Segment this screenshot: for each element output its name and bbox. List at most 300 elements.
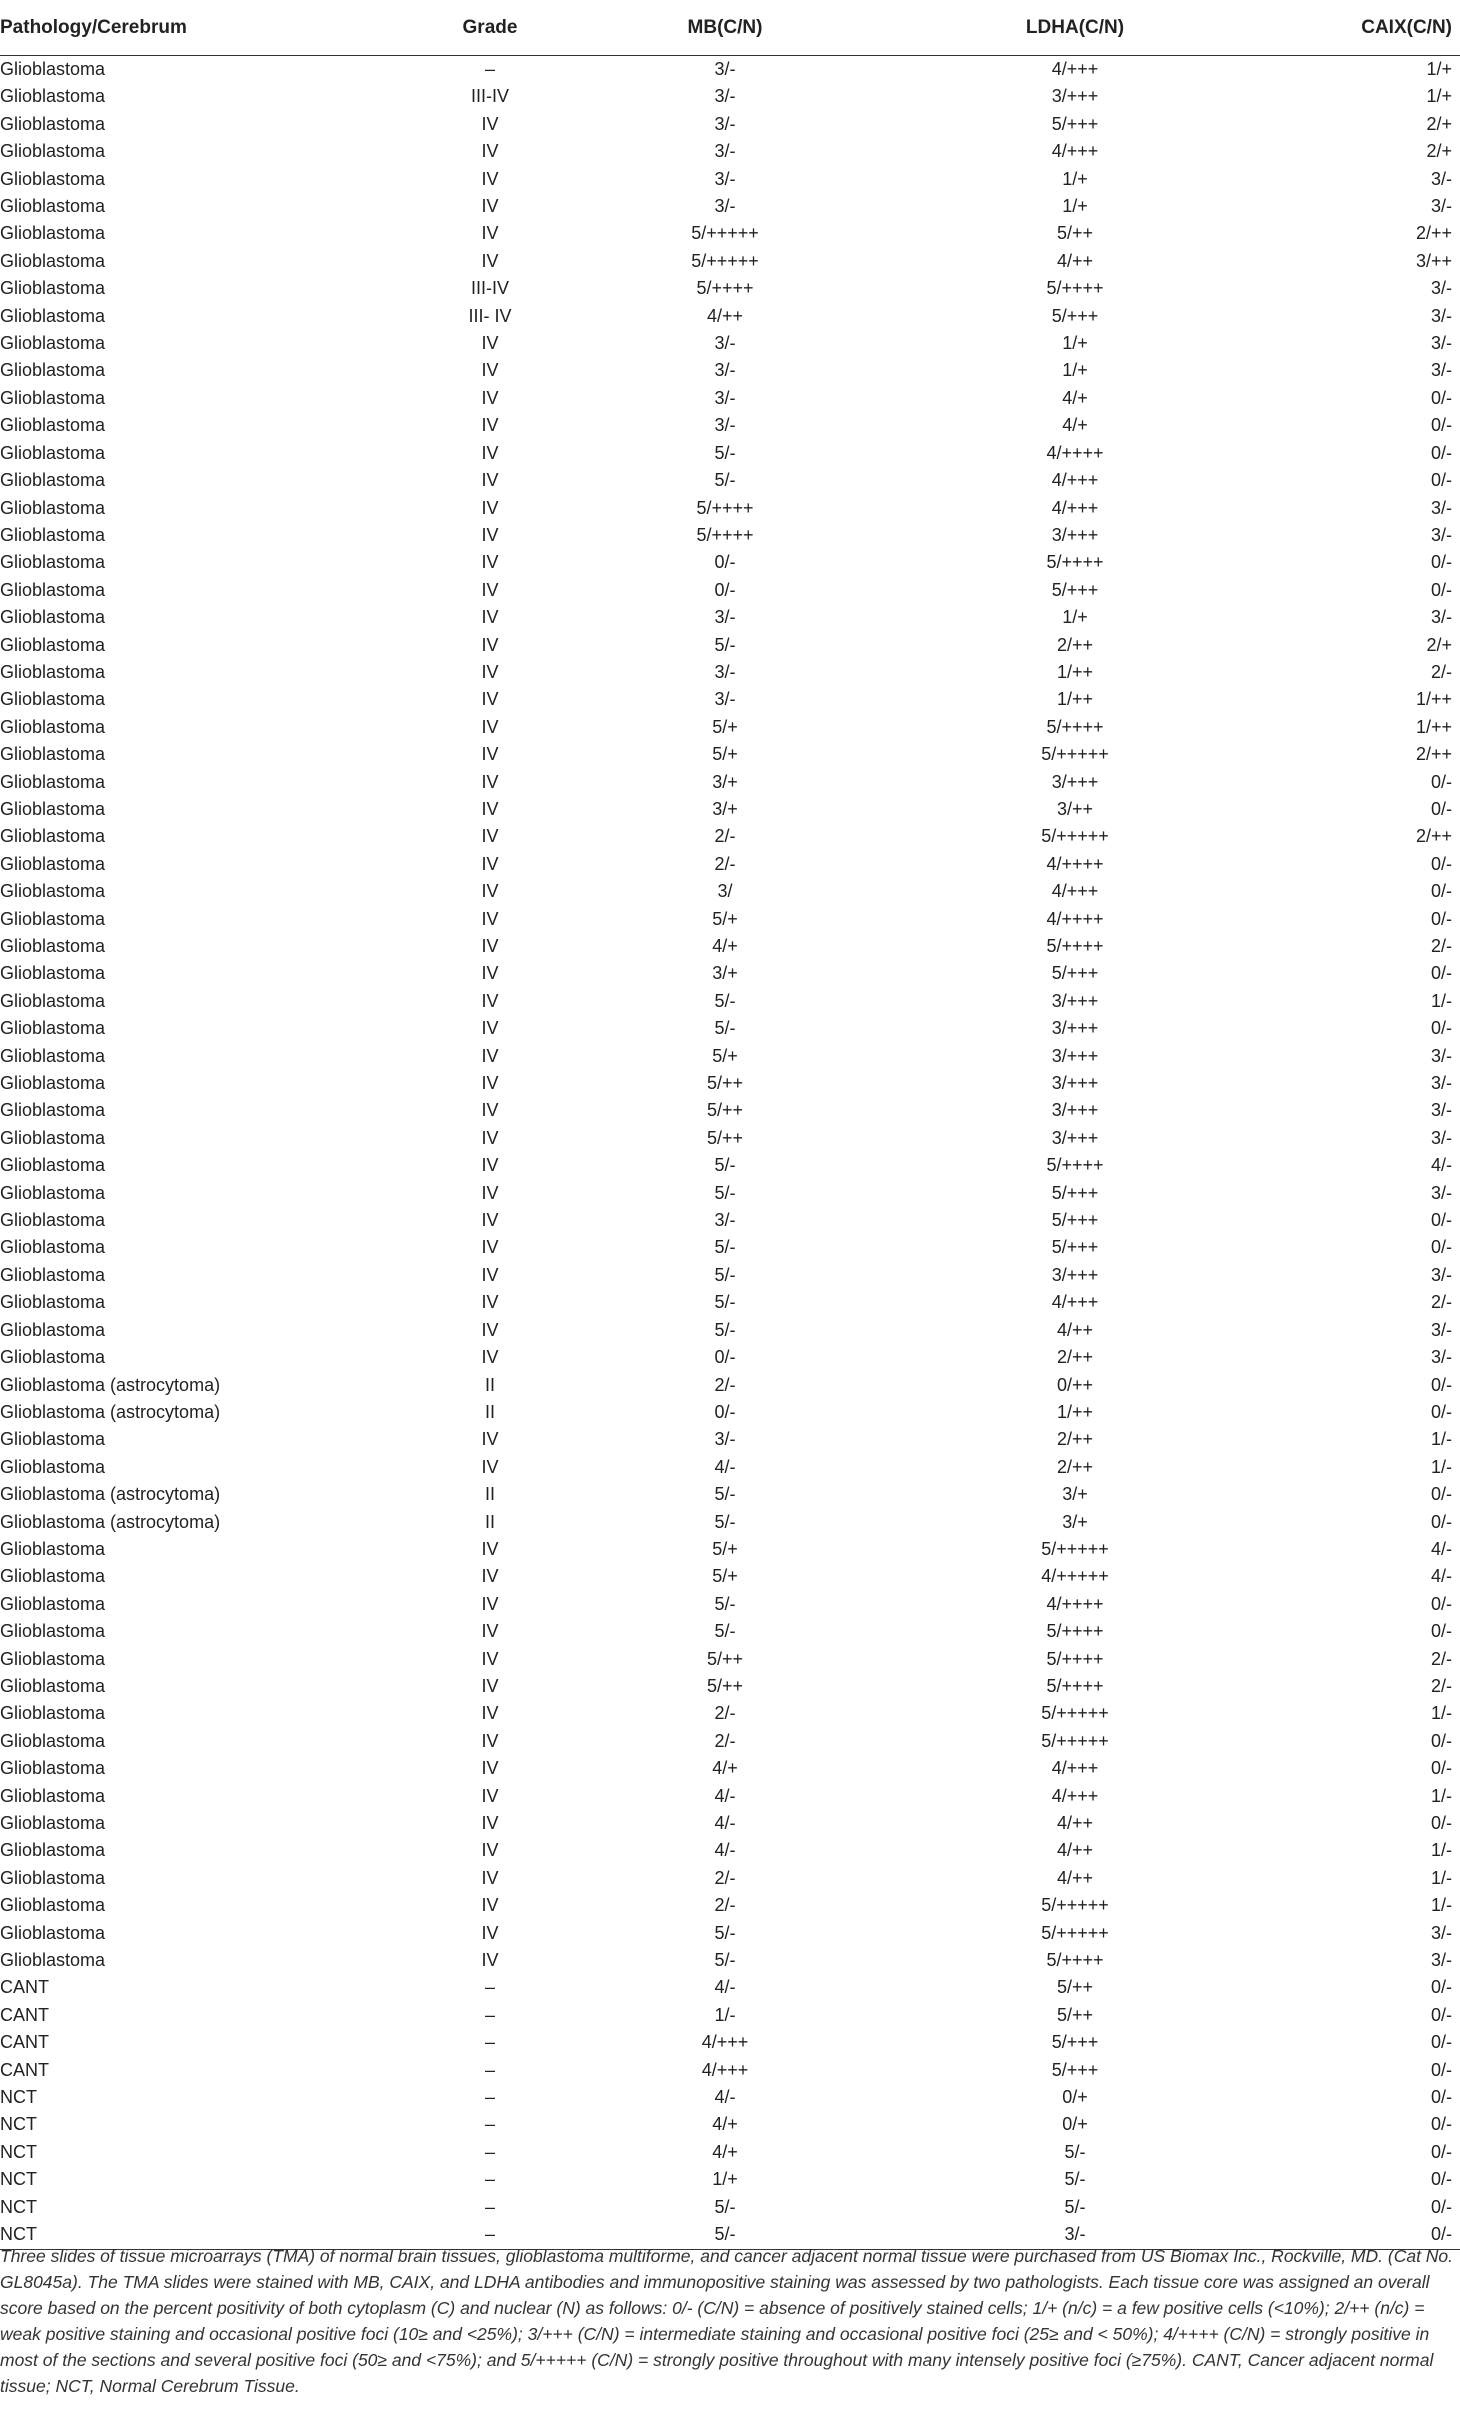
cell-ldha: 4/+++: [1051, 497, 1099, 518]
cell-mb: 3/+: [712, 771, 738, 792]
cell-caix: 1/-: [1430, 1840, 1452, 1861]
table-row: [0, 193, 1460, 220]
cell-grade: –: [484, 2141, 495, 2162]
cell-ldha: 5/++: [1056, 1977, 1094, 1998]
cell-pathology: Glioblastoma: [0, 1292, 106, 1313]
cell-ldha: 5/+++: [1051, 305, 1099, 326]
cell-mb: 4/+: [712, 2114, 738, 2135]
cell-pathology: Glioblastoma: [0, 250, 106, 271]
cell-ldha: 1/+: [1062, 607, 1088, 628]
cell-ldha: 2/++: [1056, 1456, 1094, 1477]
cell-caix: 2/++: [1415, 223, 1452, 244]
cell-pathology: Glioblastoma: [0, 1127, 106, 1148]
header-mb: MB(C/N): [550, 0, 900, 56]
cell-grade: IV: [481, 1675, 499, 1696]
cell-grade: IV: [481, 1566, 499, 1587]
table-footnote: Three slides of tissue microarrays (TMA) of normal brain tissues, glioblastoma multiforme, and cancer adjacent normal tissue were purchased from US Biomax Inc., Rockville, MD. (Cat No. GL8045a). The TMA slides were stained with MB, CAIX, and LDHA antibodies and immunopositive staining was assessed by two pathologists. Each tissue core was assigned an overall score based on the percent positivity of both cytoplasm (C) and nuclear (N) as follows: 0/- (C/N) = absence of positively stained cells; 1/+ (n/c) = a few positive cells (<10%); 2/++ (n/c) = weak positive staining and occasional positive foci (10≥ and <25%); 3/+++ (C/N) = intermediate staining and occasional positive foci (25≥ and < 50%); 4/++++ (C/N) = strongly positive in most of the sections and several positive foci (50≥ and <75%); and 5/+++++ (C/N) = strongly positive throughout with many intensely positive foci (≥75%). CANT, Cancer adjacent normal tissue; NCT, Normal Cerebrum Tissue.: [0, 2246, 1454, 2396]
cell-pathology: Glioblastoma: [0, 1675, 106, 1696]
table-row: [0, 1673, 1460, 1700]
cell-pathology: Glioblastoma: [0, 1264, 106, 1285]
cell-caix: 3/-: [1430, 1347, 1452, 1368]
cell-pathology: Glioblastoma: [0, 579, 106, 600]
cell-pathology: Glioblastoma: [0, 881, 106, 902]
cell-mb: 3/-: [714, 141, 736, 162]
table-row: [0, 1591, 1460, 1618]
cell-mb: 3/-: [714, 59, 736, 79]
cell-mb: 5/-: [714, 1155, 736, 1176]
cell-pathology: Glioblastoma: [0, 1155, 106, 1176]
table-row: [0, 1618, 1460, 1645]
cell-mb: 3/-: [714, 86, 736, 107]
cell-ldha: 3/+++: [1051, 1073, 1099, 1094]
table-row: [0, 1974, 1460, 2001]
cell-ldha: 1/+: [1062, 333, 1088, 354]
cell-pathology: Glioblastoma: [0, 1073, 106, 1094]
cell-ldha: 4/++++: [1046, 1593, 1104, 1614]
cell-mb: 3/-: [714, 1429, 736, 1450]
cell-pathology: Glioblastoma: [0, 1018, 106, 1039]
cell-ldha: 3/+++: [1051, 1100, 1099, 1121]
cell-pathology: Glioblastoma: [0, 1813, 106, 1833]
cell-grade: IV: [481, 1127, 499, 1148]
cell-caix: 2/-: [1430, 1292, 1452, 1313]
cell-pathology: Glioblastoma: [0, 634, 106, 655]
header-ldha: LDHA(C/N): [900, 0, 1250, 56]
cell-pathology: Glioblastoma: [0, 1950, 106, 1971]
cell-grade: III-IV: [470, 86, 509, 107]
table-row: [0, 851, 1460, 878]
cell-grade: IV: [481, 1018, 499, 1039]
cell-caix: 0/-: [1430, 470, 1452, 491]
cell-pathology: Glioblastoma: [0, 168, 106, 189]
table-row: [0, 659, 1460, 686]
table-row: [0, 2194, 1460, 2221]
cell-ldha: 5/++++: [1046, 936, 1104, 956]
table-row: [0, 138, 1460, 165]
cell-mb: 5/-: [714, 1922, 736, 1943]
cell-pathology: Glioblastoma (astrocytoma): [0, 1511, 221, 1532]
cell-ldha: 5/+++++: [1041, 826, 1109, 847]
table-row: [0, 83, 1460, 110]
cell-ldha: 4/+++: [1051, 881, 1099, 902]
cell-pathology: Glioblastoma: [0, 470, 106, 491]
cell-mb: 3/-: [714, 360, 736, 381]
cell-grade: IV: [481, 250, 499, 271]
cell-mb: 3/-: [714, 113, 736, 134]
cell-caix: 3/-: [1430, 607, 1452, 628]
cell-ldha: 3/+: [1062, 1484, 1088, 1505]
cell-grade: IV: [481, 141, 499, 162]
cell-ldha: 2/++: [1056, 1429, 1094, 1450]
cell-pathology: CANT: [0, 2059, 49, 2080]
cell-ldha: 3/+++: [1051, 1127, 1099, 1148]
table-body: [0, 56, 1460, 2250]
cell-ldha: 3/+++: [1051, 1018, 1099, 1039]
cell-ldha: 3/+++: [1051, 86, 1099, 107]
cell-mb: 5/++: [706, 1127, 744, 1148]
cell-mb: 3/-: [714, 689, 736, 710]
table-row: [0, 988, 1460, 1015]
cell-mb: 5/+++++: [691, 250, 759, 271]
cell-pathology: Glioblastoma: [0, 552, 106, 573]
cell-mb: 5/-: [714, 470, 736, 491]
cell-mb: 4/-: [714, 1813, 736, 1833]
cell-ldha: 5/-: [1064, 2196, 1086, 2217]
cell-caix: 0/-: [1430, 908, 1452, 929]
cell-grade: –: [484, 2169, 495, 2190]
cell-caix: 1/-: [1430, 1703, 1452, 1724]
cell-grade: III-IV: [470, 278, 509, 299]
cell-caix: 1/-: [1430, 1895, 1452, 1916]
cell-mb: 2/-: [714, 1867, 736, 1888]
cell-caix: 1/+: [1426, 59, 1452, 79]
cell-pathology: Glioblastoma: [0, 963, 106, 984]
cell-pathology: Glioblastoma: [0, 360, 106, 381]
cell-mb: 4/-: [714, 1977, 736, 1998]
cell-caix: 0/-: [1430, 2059, 1452, 2080]
table-row: [0, 357, 1460, 384]
cell-caix: 2/+: [1426, 634, 1452, 655]
cell-pathology: Glioblastoma: [0, 661, 106, 682]
cell-ldha: 3/+++: [1051, 524, 1099, 545]
cell-mb: 1/-: [714, 2004, 736, 2025]
cell-mb: 5/-: [714, 1621, 736, 1642]
cell-pathology: Glioblastoma: [0, 223, 106, 244]
cell-caix: 0/-: [1430, 579, 1452, 600]
table-row: [0, 1097, 1460, 1124]
cell-mb: 3/-: [714, 333, 736, 354]
cell-ldha: 5/+++: [1051, 2032, 1099, 2053]
cell-pathology: Glioblastoma: [0, 826, 106, 847]
cell-grade: IV: [481, 1758, 499, 1779]
cell-pathology: Glioblastoma: [0, 771, 106, 792]
cell-caix: 2/-: [1430, 1675, 1452, 1696]
cell-ldha: 4/++: [1056, 1813, 1094, 1833]
cell-mb: 0/-: [714, 579, 736, 600]
cell-mb: 5/-: [714, 1264, 736, 1285]
cell-grade: IV: [481, 1210, 499, 1231]
cell-ldha: 5/++++: [1046, 278, 1104, 299]
cell-caix: 0/-: [1430, 1401, 1452, 1422]
cell-mb: 3/-: [714, 1210, 736, 1231]
table-row: [0, 577, 1460, 604]
table-row: [0, 1920, 1460, 1947]
header-grade: Grade: [430, 0, 550, 56]
cell-mb: 0/-: [714, 1401, 736, 1422]
cell-ldha: 3/+++: [1051, 1045, 1099, 1066]
table-row: [0, 1755, 1460, 1782]
cell-mb: 5/+: [712, 908, 738, 929]
cell-mb: 1/+: [712, 2169, 738, 2190]
cell-grade: IV: [481, 1292, 499, 1313]
cell-grade: IV: [481, 1950, 499, 1971]
table-row: [0, 1262, 1460, 1289]
cell-grade: –: [484, 59, 495, 79]
cell-pathology: Glioblastoma (astrocytoma): [0, 1484, 221, 1505]
header-pathology: Pathology/Cerebrum: [0, 0, 430, 56]
cell-mb: 4/+++: [701, 2059, 749, 2080]
cell-grade: IV: [481, 634, 499, 655]
cell-ldha: 5/+++++: [1041, 1538, 1109, 1559]
cell-ldha: 4/+++: [1051, 1292, 1099, 1313]
cell-grade: IV: [481, 1538, 499, 1559]
cell-caix: 0/-: [1430, 1374, 1452, 1395]
cell-mb: 3/-: [714, 196, 736, 217]
table-row: [0, 1070, 1460, 1097]
cell-pathology: CANT: [0, 2032, 49, 2053]
table-row: [0, 440, 1460, 467]
cell-pathology: Glioblastoma: [0, 1429, 106, 1450]
table-row: [0, 1454, 1460, 1481]
cell-caix: 0/-: [1430, 1484, 1452, 1505]
cell-caix: 0/-: [1430, 1511, 1452, 1532]
cell-caix: 0/-: [1430, 881, 1452, 902]
cell-grade: II: [484, 1374, 495, 1395]
table-row: [0, 714, 1460, 741]
table-row: [0, 1783, 1460, 1810]
cell-ldha: 5/++++: [1046, 1621, 1104, 1642]
cell-grade: IV: [481, 1867, 499, 1888]
cell-grade: IV: [481, 552, 499, 573]
cell-mb: 5/+++++: [691, 223, 759, 244]
cell-caix: 0/-: [1430, 1813, 1452, 1833]
cell-mb: 5/++: [706, 1073, 744, 1094]
cell-caix: 3/-: [1430, 1127, 1452, 1148]
cell-mb: 5/+: [712, 744, 738, 765]
cell-pathology: Glioblastoma: [0, 1730, 106, 1751]
cell-caix: 3/-: [1430, 1319, 1452, 1340]
cell-ldha: 1/+: [1062, 360, 1088, 381]
cell-grade: –: [484, 2196, 495, 2217]
table-row: [0, 1892, 1460, 1919]
table-row: [0, 632, 1460, 659]
cell-grade: IV: [481, 1456, 499, 1477]
cell-grade: IV: [481, 853, 499, 874]
cell-pathology: Glioblastoma: [0, 936, 106, 956]
cell-grade: IV: [481, 1813, 499, 1833]
cell-grade: IV: [481, 1073, 499, 1094]
cell-mb: 5/+: [712, 1566, 738, 1587]
cell-grade: IV: [481, 1703, 499, 1724]
cell-grade: –: [484, 2004, 495, 2025]
cell-pathology: Glioblastoma: [0, 990, 106, 1011]
cell-grade: IV: [481, 196, 499, 217]
cell-pathology: Glioblastoma: [0, 689, 106, 710]
cell-ldha: 4/+++++: [1041, 1566, 1109, 1587]
cell-ldha: 4/+: [1062, 387, 1088, 408]
table-row: [0, 1234, 1460, 1261]
cell-ldha: 4/++++: [1046, 908, 1104, 929]
cell-ldha: 3/+++: [1051, 990, 1099, 1011]
cell-ldha: 5/+++: [1051, 2059, 1099, 2080]
cell-mb: 5/++: [706, 1675, 744, 1696]
cell-grade: IV: [481, 661, 499, 682]
table-row: [0, 960, 1460, 987]
cell-mb: 5/+: [712, 716, 738, 737]
cell-mb: 2/-: [714, 1374, 736, 1395]
table-row: [0, 56, 1460, 84]
table-row: [0, 1289, 1460, 1316]
cell-pathology: Glioblastoma: [0, 716, 106, 737]
cell-grade: IV: [481, 387, 499, 408]
cell-caix: 0/-: [1430, 1621, 1452, 1642]
cell-grade: IV: [481, 771, 499, 792]
cell-ldha: 5/-: [1064, 2169, 1086, 2190]
cell-caix: 1/-: [1430, 1429, 1452, 1450]
cell-caix: 1/++: [1415, 716, 1452, 737]
cell-ldha: 5/++++: [1046, 716, 1104, 737]
cell-grade: IV: [481, 1319, 499, 1340]
cell-caix: 0/-: [1430, 2114, 1452, 2135]
cell-caix: 0/-: [1430, 2032, 1452, 2053]
cell-ldha: 3/+: [1062, 1511, 1088, 1532]
cell-pathology: Glioblastoma: [0, 853, 106, 874]
cell-pathology: Glioblastoma: [0, 1593, 106, 1614]
cell-ldha: 5/+++++: [1041, 1703, 1109, 1724]
cell-grade: –: [484, 2114, 495, 2135]
cell-caix: 3/-: [1430, 360, 1452, 381]
cell-grade: IV: [481, 936, 499, 956]
cell-ldha: 4/++: [1056, 1319, 1094, 1340]
cell-ldha: 0/+: [1062, 2087, 1088, 2108]
cell-grade: IV: [481, 1264, 499, 1285]
cell-grade: IV: [481, 524, 499, 545]
table-row: [0, 467, 1460, 494]
table-row: [0, 1536, 1460, 1563]
cell-pathology: NCT: [0, 2141, 37, 2162]
cell-grade: II: [484, 1484, 495, 1505]
table-row: [0, 2002, 1460, 2029]
cell-ldha: 1/++: [1056, 1401, 1094, 1422]
cell-ldha: 5/+++: [1051, 1210, 1099, 1231]
cell-pathology: Glioblastoma: [0, 524, 106, 545]
cell-ldha: 5/+++: [1051, 113, 1099, 134]
cell-pathology: Glioblastoma: [0, 607, 106, 628]
cell-grade: IV: [481, 1648, 499, 1669]
cell-pathology: Glioblastoma: [0, 1840, 106, 1861]
cell-caix: 3/-: [1430, 1182, 1452, 1203]
cell-grade: IV: [481, 798, 499, 819]
table-row: [0, 166, 1460, 193]
cell-ldha: 5/++++: [1046, 1675, 1104, 1696]
cell-mb: 3/-: [714, 387, 736, 408]
cell-grade: IV: [481, 1895, 499, 1916]
table-row: [0, 303, 1460, 330]
cell-caix: 0/-: [1430, 798, 1452, 819]
cell-caix: 0/-: [1430, 2169, 1452, 2190]
cell-ldha: 2/++: [1056, 634, 1094, 655]
cell-mb: 3/+: [712, 798, 738, 819]
table-row: [0, 823, 1460, 850]
cell-grade: IV: [481, 1045, 499, 1066]
cell-grade: II: [484, 1511, 495, 1532]
cell-pathology: Glioblastoma: [0, 908, 106, 929]
cell-mb: 4/-: [714, 1785, 736, 1806]
cell-pathology: NCT: [0, 2221, 430, 2249]
cell-grade: IV: [481, 963, 499, 984]
cell-caix: 0/-: [1430, 1210, 1452, 1231]
cell-ldha: 4/++: [1056, 1840, 1094, 1861]
cell-caix: 2/+: [1426, 141, 1452, 162]
cell-grade: IV: [481, 1100, 499, 1121]
table-row: [0, 933, 1460, 960]
cell-pathology: Glioblastoma: [0, 1758, 106, 1779]
cell-grade: IV: [481, 168, 499, 189]
cell-ldha: 5/+++++: [1041, 744, 1109, 765]
cell-pathology: Glioblastoma: [0, 196, 106, 217]
table-row: [0, 522, 1460, 549]
table-row: [0, 495, 1460, 522]
cell-grade: IV: [481, 497, 499, 518]
table-row: [0, 1646, 1460, 1673]
cell-pathology: Glioblastoma: [0, 1703, 106, 1724]
table-row: [0, 220, 1460, 247]
cell-pathology: Glioblastoma: [0, 1648, 106, 1669]
cell-caix: 0/-: [1430, 771, 1452, 792]
table-row: [0, 1481, 1460, 1508]
cell-grade: IV: [481, 1621, 499, 1642]
cell-grade: –: [484, 2059, 495, 2080]
cell-ldha: 4/+++: [1051, 59, 1099, 79]
cell-ldha: 4/++++: [1046, 442, 1104, 463]
cell-caix: 0/-: [1430, 2087, 1452, 2108]
cell-caix: 1/+: [1426, 86, 1452, 107]
cell-pathology: Glioblastoma: [0, 1210, 106, 1231]
cell-pathology: Glioblastoma: [0, 333, 106, 354]
cell-mb: 4/-: [714, 1456, 736, 1477]
table-row: [0, 741, 1460, 768]
cell-caix: 0/-: [1430, 1758, 1452, 1779]
cell-pathology: Glioblastoma: [0, 59, 106, 79]
cell-ldha: 4/+: [1062, 415, 1088, 436]
table-row: [0, 1344, 1460, 1371]
cell-caix: 3/-: [1430, 497, 1452, 518]
cell-grade: IV: [481, 1785, 499, 1806]
cell-mb: 5/-: [714, 2196, 736, 2217]
cell-caix: 1/-: [1430, 1456, 1452, 1477]
cell-ldha: 5/+++: [1051, 1237, 1099, 1258]
cell-grade: IV: [481, 1155, 499, 1176]
cell-mb: 4/+++: [701, 2032, 749, 2053]
header-caix: CAIX(C/N): [1250, 0, 1460, 56]
cell-pathology: Glioblastoma: [0, 798, 106, 819]
cell-grade: IV: [481, 1237, 499, 1258]
cell-pathology: Glioblastoma: [0, 86, 106, 107]
cell-caix: 2/-: [1430, 1648, 1452, 1669]
cell-pathology: Glioblastoma: [0, 1100, 106, 1121]
cell-ldha: 4/++++: [1046, 853, 1104, 874]
cell-mb: 3/+: [712, 963, 738, 984]
cell-pathology: Glioblastoma: [0, 387, 106, 408]
table-row: [0, 769, 1460, 796]
cell-ldha: 1/+: [1062, 168, 1088, 189]
table-row: [0, 2111, 1460, 2138]
cell-pathology: Glioblastoma: [0, 1319, 106, 1340]
cell-mb: 5/++++: [696, 524, 754, 545]
cell-caix: 0/-: [1430, 1018, 1452, 1039]
cell-pathology: Glioblastoma: [0, 497, 106, 518]
cell-caix: 0/-: [1430, 2141, 1452, 2162]
table-row: [0, 1426, 1460, 1453]
cell-caix: 2/+: [1426, 113, 1452, 134]
cell-caix: 1/-: [1430, 1785, 1452, 1806]
cell-mb: 4/++: [706, 305, 744, 326]
cell-mb: 5/-: [714, 1319, 736, 1340]
header-row: [0, 0, 1460, 56]
cell-mb: 5/-: [714, 1292, 736, 1313]
table-row: [0, 1372, 1460, 1399]
cell-pathology: Glioblastoma: [0, 1566, 106, 1587]
